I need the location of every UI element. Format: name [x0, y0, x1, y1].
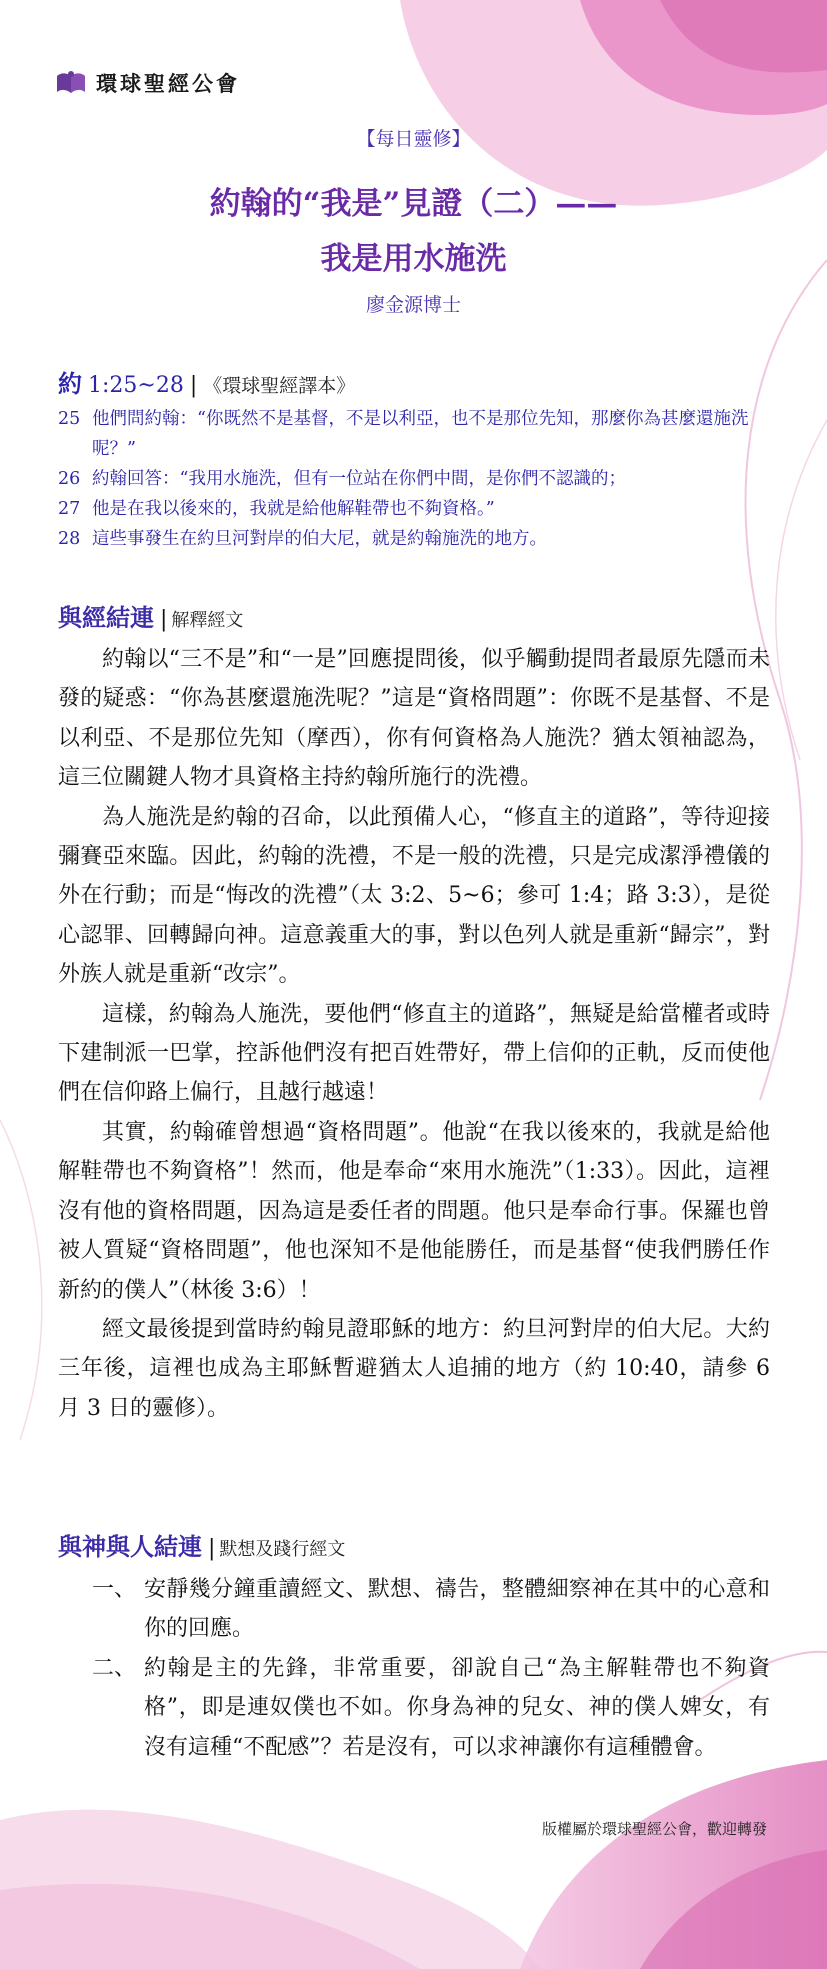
section-subtitle: 默想及踐行經文	[219, 1539, 346, 1560]
scripture-separator: |	[189, 373, 198, 398]
section-heading-exposition	[58, 598, 243, 633]
verse-list	[58, 404, 778, 554]
section-title: 與神與人結連	[58, 1532, 202, 1561]
paragraph: 這樣，約翰為人施洗，要他們“修直主的道路”，無疑是給當權者或時下建制派一巴掌，控訴他們沒有把百姓帶好，帶上信仰的正軌，反而使他們在信仰路上偏行，且越行越遠！	[58, 1001, 770, 1106]
section-heading-reflection	[58, 1527, 345, 1562]
verse-number: 27	[58, 499, 81, 519]
verse-text: 他們問約翰：“你既然不是基督，不是以利亞，也不是那位先知，那麼你為甚麼還施洗呢？”	[92, 409, 749, 459]
paragraph: 其實，約翰確曾想過“資格問題”。他說“在我以後來的，我就是給他解鞋帶也不夠資格”！然而，他是奉命“來用水施洗”（1:33）。因此，這裡沒有他的資格問題，因為這是委任者的問題。他只是奉命行事。保羅也曾被人質疑“資格問題”，他也深知不是他能勝任，而是基督“使我們勝任作新約的僕人”（林後 3:6）！	[58, 1119, 770, 1303]
title-line-2: 我是用水施洗	[320, 241, 507, 277]
publisher-name: 環球聖經公會	[96, 72, 240, 96]
section-separator: |	[208, 1536, 216, 1561]
verse-text: 這些事發生在約旦河對岸的伯大尼，就是約翰施洗的地方。	[92, 529, 547, 549]
reflection-list	[92, 1570, 770, 1767]
reflection-text: 安靜幾分鐘重讀經文、默想、禱告，整體細察神在其中的心意和你的回應。	[144, 1577, 770, 1642]
paragraph: 約翰以“三不是”和“一是”回應提問後，似乎觸動提問者最原先隱而未發的疑惑：“你為甚麼還施洗呢？”這是“資格問題”：你既不是基督、不是以利亞、不是那位先知（摩西），你有何資格為人施洗？猶太領袖認為，這三位關鍵人物才具資格主持約翰所施行的洗禮。	[58, 647, 770, 791]
verse-number: 26	[58, 469, 81, 489]
exposition-body	[58, 640, 770, 1428]
paragraph: 為人施洗是約翰的召命，以此預備人心，“修直主的道路”，等待迎接彌賽亞來臨。因此，約翰的洗禮，不是一般的洗禮，只是完成潔淨禮儀的外在行動；而是“悔改的洗禮”（太 3:2、5~6；參可 1:4；路 3:3），是從心認罪、回轉歸向神。這意義重大的事，對以色列人就是重新“歸宗”，對外族人就是重新“改宗”。	[58, 804, 770, 988]
paragraph: 經文最後提到當時約翰見證耶穌的地方：約旦河對岸的伯大尼。大約三年後，這裡也成為主耶穌暫避猶太人追捕的地方（約 10:40，請參 6 月 3 日的靈修）。	[58, 1316, 770, 1421]
scripture-book: 約	[58, 369, 82, 398]
category-label: 【每日靈修】	[356, 128, 471, 150]
section-title: 與經結連	[58, 603, 154, 632]
verse-item	[58, 524, 778, 554]
reflection-item	[92, 1649, 770, 1767]
scripture-reference	[58, 364, 355, 399]
verse-number: 25	[58, 409, 81, 429]
section-separator: |	[160, 607, 168, 632]
verse-text: 他是在我以後來的，我就是給他解鞋帶也不夠資格。”	[92, 499, 495, 519]
scripture-version: 《環球聖經譯本》	[203, 375, 356, 397]
author: 廖金源博士	[365, 294, 461, 316]
reflection-number: 二、	[92, 1655, 137, 1681]
verse-item	[58, 464, 778, 494]
open-book-icon	[56, 70, 86, 96]
scripture-range: 1:25~28	[88, 373, 184, 398]
verse-item	[58, 404, 778, 464]
verse-item	[58, 494, 778, 524]
reflection-number: 一、	[92, 1577, 137, 1602]
reflection-text: 約翰是主的先鋒，非常重要，卻說自己“為主解鞋帶也不夠資格”，即是連奴僕也不如。你身為神的兒女、神的僕人婢女，有沒有這種“不配感”？若是沒有，可以求神讓你有這種體會。	[144, 1655, 770, 1760]
verse-number: 28	[58, 529, 81, 549]
verse-text: 約翰回答：“我用水施洗，但有一位站在你們中間，是你們不認識的；	[92, 469, 626, 489]
copyright-notice: 版權屬於環球聖經公會，歡迎轉發	[541, 1820, 767, 1838]
publisher-logo	[56, 68, 240, 98]
reflection-item	[92, 1570, 770, 1649]
title-line-1: 約翰的“我是”見證（二）——	[209, 186, 618, 222]
section-subtitle: 解釋經文	[171, 610, 244, 631]
